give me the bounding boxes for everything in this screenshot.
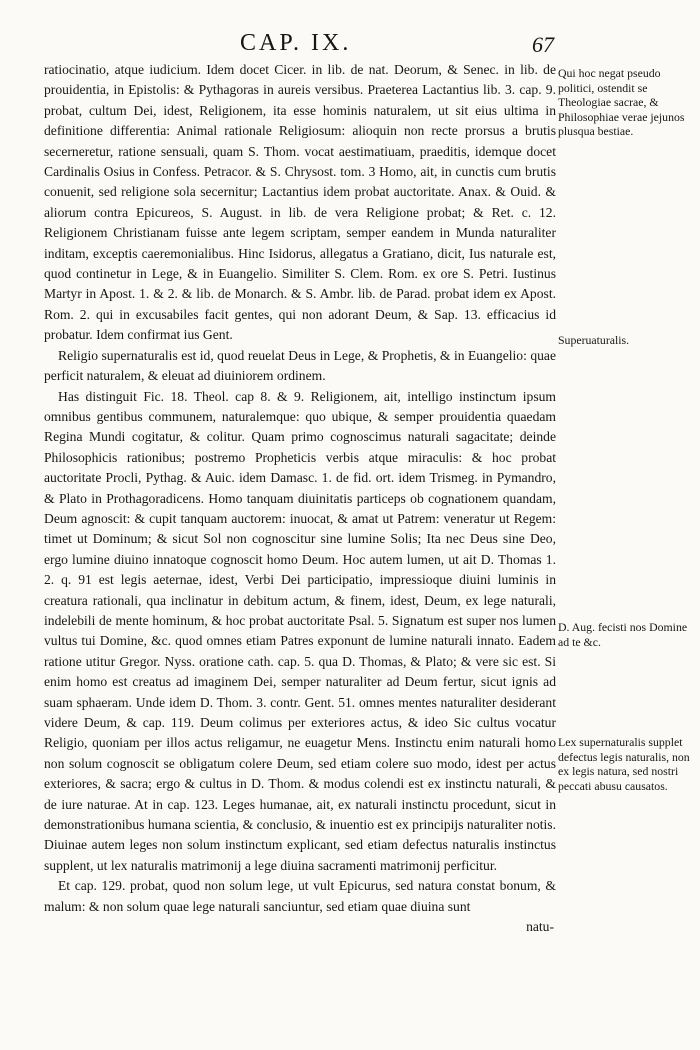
paragraph-4: Et cap. 129. probat, quod non solum lege, ut vult Epicurus, sed natura constat bonum, & malum: & non solum quae lege naturali sanciuntur, sed etiam quae diuina sunt bbox=[44, 878, 556, 914]
margin-note-4: Lex supernaturalis supplet defectus legis naturalis, non ex legis natura, sed nostri peccati abusu causatos. bbox=[558, 735, 690, 793]
margin-note-3: D. Aug. fecisti nos Domine ad te &c. bbox=[558, 620, 688, 649]
paragraph-2: Religio supernaturalis est id, quod reuelat Deus in Lege, & Prophetis, & in Euangelio: quae perficit naturalem, & eleuat ad diuiniorem ordinem. bbox=[44, 347, 556, 384]
paragraph-3: Has distinguit Fic. 18. Theol. cap 8. & 9. Religionem, ait, intelligo instinctum ipsum omnibus gentibus communem, naturalemque: quo ubique, & semper prouidentia quaedam Regina Mundi cogitatur, & colitur. Quam primo cognoscimus naturali sagacitate; deinde Philosophicis rationibus; postremo Propheticis verbis atque miraculis: & hoc probat auctoritate Procli, Pythag. & Auic. idem Damasc. 1. de fid. ort. idem Trismeg. in Pymandro, & Plato in Prothagoradicens. Homo tanquam diuinitatis particeps ob cognationem quandam, Deum agnoscit: & cupit tanquam auctorem: inuocat, & amat ut Patrem: veneratur ut Regem: timet ut Dominum; & sicut Sol non cognoscitur sine lumine Solis; Ita nec Deus sine Deo, ergo lumine diuino innatoque cognoscit homo Deum. Hoc autem lumen, ut ait D. Thomas 1. 2. q. 91 est legis aeternae, idest, Verbi Dei participatio, impressioque diuini luminis in creatura rationali, qua inclinatur in debitum actum, & finem, idest, Deum, ex lege naturali, indelebili de mente hominum, & hoc probat auctoritate Psal. 5. Signatum est super nos lumen vultus tui Domine, &c. quod omnes etiam Patres exponunt de lumine naturali innato. Eadem ratione utitur Gregor. Nyss. oratione cath. cap. 5. qua D. Thomas, & Plato; & vere sic est. Si enim homo est creatus ad imaginem Dei, semper naturaliter ad Deum fertur, sicut ignis ad suam sphaeram. Unde idem D. Thom. 3. contr. Gent. 51. omnes mentes naturaliter desiderant videre Deum, & cap. 119. Deum colimus per exteriores actus, & ideo Sic cultus vocatur Religio, quoniam per illos actus religamur, ne euagetur Mens. Instinctu enim naturali homo non solum cognoscit se obligatum colere Deum, sed etiam colere suo modo, idest per actus exteriores, & sacra; ergo & cultus in D. Thom. & modus colendi est ex instinctu naturali, & de iure naturae. At in cap. 123. Leges humanae, ait, ex naturali instinctu procedunt, sicut in demonstrationibus humana scientia, & conclusio, & inuentio est ex principijs naturaliter notis. Diuinae autem leges non solum instinctum explicant, sed etiam defectus naturalis instinctus supplent, ut lex naturalis matrimonij a lege diuina sacramenti matrimonij perficitur. bbox=[44, 388, 556, 873]
catchword: natu- bbox=[526, 919, 554, 935]
running-header bbox=[40, 30, 560, 60]
paragraph-1: ratiocinatio, atque iudicium. Idem docet Cicer. in lib. de nat. Deorum, & Senec. in lib. de prouidentia, in Epistolis: & Pythagoras in aureis versibus. Praeterea Lactantius lib. 3. cap. 9. probat, cultum Dei, idest, Religionem, ita esse hominis naturalem, ut sit eius ultima in definitione differentia: Animal rationale Religiosum: alioquin non recte prorsus a brutis secerneretur, ratione sensuali, quam S. Thom. vocat aestimatiuam, praeditis, idemque docet Cardinalis Osius in Confess. Petracor. & S. Chrysost. tom. 3 Homo, ait, in cunctis cum brutis conuenit, sed religione sola secernitur; Lactantius idem probat auctoritate. Anax. & Ouid. & aliorum contra Epicureos, S. August. in lib. de vera Religione probat; & Ret. c. 12. Religionem Christianam fuisse ante legem scriptam, semper eandem in Munda naturaliter inditam, exceptis caeremonialibus. Hinc Isidorus, allegatus a Gratiano, dicit, Ius naturale est, quod continetur in Lege, & in Euangelio. Similiter S. Clem. Rom. ex ore S. Petri. Iustinus Martyr in Apost. 1. & 2. & lib. de Monarch. & S. Ambr. lib. de Parad. probat idem ex Apost. Rom. 2. qui in excusabiles facit gentes, qui non adorant Deum, & Sap. 13. efficacius id probatur. Idem confirmat ius Gent. bbox=[44, 62, 556, 343]
margin-note-2: Superuaturalis. bbox=[558, 333, 630, 347]
page-number: 67 bbox=[532, 32, 554, 57]
main-text-column bbox=[44, 60, 556, 937]
margin-note-1: Qui hoc negat pseudo politici, ostendit se Theologiae sacrae, & Philosophiae verae jejunos plusqua bestiae. bbox=[558, 66, 685, 139]
chapter-heading: CAP. IX. bbox=[240, 30, 352, 56]
